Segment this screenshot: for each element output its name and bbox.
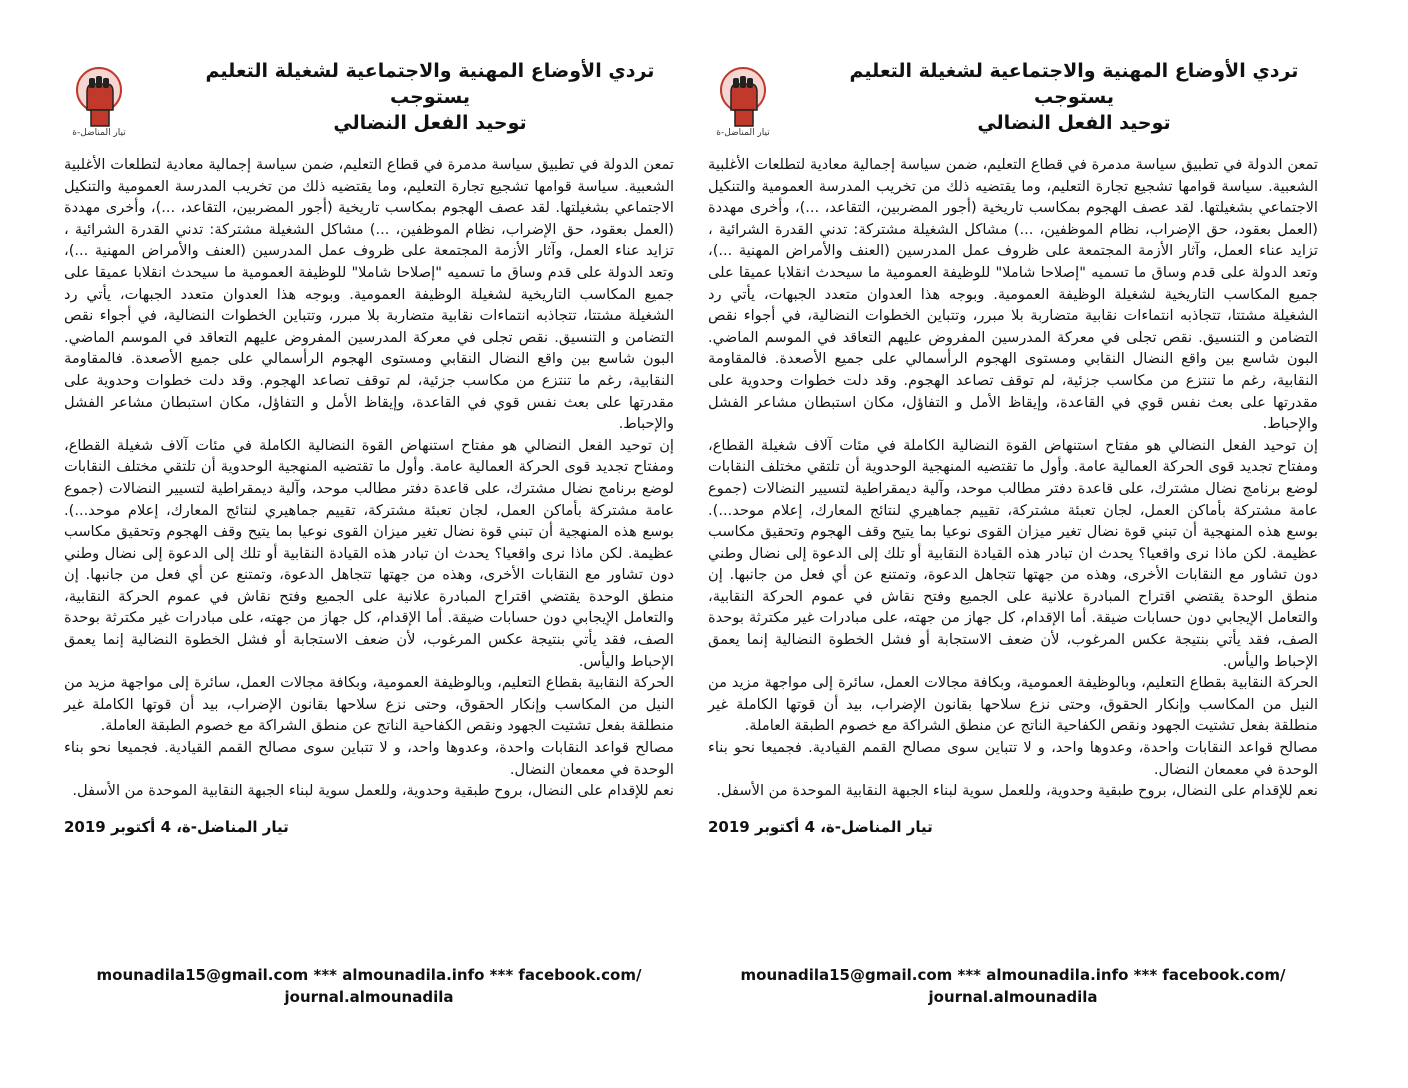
leaflet-body [708, 154, 1318, 838]
raised-fist-logo-icon [73, 66, 125, 128]
leaflet-header [64, 58, 674, 150]
paragraph: نعم للإقدام على النضال، بروح طبقية وحدوية، وللعمل سوية لبناء الجبهة النقابية الموحدة من الأسفل. [716, 782, 1318, 800]
organization-logo [708, 66, 778, 150]
contact-info [64, 964, 674, 1008]
leaflet-copy-right [708, 58, 1318, 1068]
contact-info [708, 964, 1318, 1008]
paragraph: إن توحيد الفعل النضالي هو مفتاح استنهاض القوة النضالية الكاملة في مئات آلاف شغيلة القطاع، ومفتاح تجديد قوى الحركة العمالية عامة. وأول ما تقتضيه المنهجية الوحدوية أن تلتقي مختلف النقابات لوضع برنامج نضال مشترك، على قاعدة دفتر مطالب موحد، وآلية ديمقراطية لتسيير النضالات (جموع عامة مشتركة بأماكن العمل، لجان تعبئة مشتركة، تقييم جماهيري لنتائج المعارك، إعلام موحد...). بوسع هذه المنهجية أن تبني قوة نضال تغير ميزان القوى نوعيا بما يتيح وقف الهجوم وتحقيق مكاسب عظيمة. لكن ماذا نرى واقعيا؟ يحدث ان تبادر هذه القيادة النقابية أو تلك إلى الدعوة إلى نضال وطني دون تشاور مع النقابات الأخرى، وهذه من جهتها تتجاهل الدعوة، وتمتنع عن أي فعل من جانبها. إن منطق الوحدة يقتضي اقتراح المبادرة علانية على الجميع وفتح نقاش في عموم الحركة النقابية، والتعامل الإيجابي دون حسابات ضيقة. أما الإقدام، كل جهاز من جهته، على مبادرات غير مكترثة بوحدة الصف، فقد يأتي بنتيجة عكس المرغوب، لأن ضعف الاستجابة أو فشل الخطوة النضالية إنما يعمق الإحباط واليأس. [64, 436, 674, 670]
leaflet-body [64, 154, 674, 838]
leaflet-copy-left [64, 58, 674, 1068]
title-line-1: تردي الأوضاع المهنية والاجتماعية لشغيلة التعليم يستوجب [849, 60, 1299, 108]
leaflet-title [708, 58, 1318, 136]
paragraph: الحركة النقابية بقطاع التعليم، وبالوظيفة العمومية، وبكافة مجالات العمل، سائرة إلى مواجهة مزيد من النيل من المكاسب وإنكار الحقوق، وحتى نزع سلاحها بقانون الإضراب، بيد أن قوتها الكاملة غير منطلقة بفعل تشتيت الجهود ونقص الكفاحية الناتج عن منطق الشراكة مع خصوم الطبقة العاملة. [64, 674, 674, 735]
logo-caption: تيار المناضل-ة [72, 128, 126, 138]
paragraph: تمعن الدولة في تطبيق سياسة مدمرة في قطاع التعليم، ضمن سياسة إجمالية معادية لتطلعات الأغلبية الشعبية. سياسة قوامها تشجيع تجارة التعليم، وما يقتضيه ذلك من تخريب المدرسة العمومية والتنكيل الاجتماعي بشغيلتها. لقد عصف الهجوم بمكاسب تاريخية (أجور المضربين، التقاعد، ...)، وأخرى مهددة (العمل بعقود، حق الإضراب، نظام الموظفين، ...) مشاكل الشغيلة مشتركة: تدني القدرة الشرائية ، تزايد عناء العمل، وآثار الأزمة المجتمعة على ظروف عمل المدرسين (العنف والأمراض المهنية ...)، وتعد الدولة على قدم وساق ما تسميه "إصلاحا شاملا" للوظيفة العمومية ما سيحدث انقلابا عميقا على جميع المكاسب التاريخية لشغيلة الوظيفة العمومية. وبوجه هذا العدوان متعدد الجبهات، يأتي رد الشغيلة مشتتا، تتجاذبه انتماءات نقابية متضاربة بلا مبرر، وتتباين الخطوات النضالية، في أجواء نقص التضامن و التنسيق. نقص تجلى في معركة المدرسين المفروض عليهم التعاقد في الموسم الماضي. البون شاسع بين واقع النضال النقابي ومستوى الهجوم الرأسمالي على جميع الأصعدة. فالمقاومة النقابية، رغم ما تنتزع من مكاسب جزئية، لم توقف تصاعد الهجوم. وقد دلت خطوات وحدوية على مقدرتها على بعث نفس قوي في القاعدة، وإيقاظ الأمل و التفاؤل، مكان استبطان مشاعر الفشل والإحباط. [64, 156, 674, 433]
paragraph: نعم للإقدام على النضال، بروح طبقية وحدوية، وللعمل سوية لبناء الجبهة النقابية الموحدة من الأسفل. [72, 782, 674, 800]
paragraph: الحركة النقابية بقطاع التعليم، وبالوظيفة العمومية، وبكافة مجالات العمل، سائرة إلى مواجهة مزيد من النيل من المكاسب وإنكار الحقوق، وحتى نزع سلاحها بقانون الإضراب، بيد أن قوتها الكاملة غير منطلقة بفعل تشتيت الجهود ونقص الكفاحية الناتج عن منطق الشراكة مع خصوم الطبقة العاملة. [708, 674, 1318, 735]
contact-line-2: journal.almounadila [928, 988, 1098, 1006]
title-line-2: توحيد الفعل النضالي [333, 112, 527, 134]
paragraph: تمعن الدولة في تطبيق سياسة مدمرة في قطاع التعليم، ضمن سياسة إجمالية معادية لتطلعات الأغلبية الشعبية. سياسة قوامها تشجيع تجارة التعليم، وما يقتضيه ذلك من تخريب المدرسة العمومية والتنكيل الاجتماعي بشغيلتها. لقد عصف الهجوم بمكاسب تاريخية (أجور المضربين، التقاعد، ...)، وأخرى مهددة (العمل بعقود، حق الإضراب، نظام الموظفين، ...) مشاكل الشغيلة مشتركة: تدني القدرة الشرائية ، تزايد عناء العمل، وآثار الأزمة المجتمعة على ظروف عمل المدرسين (العنف والأمراض المهنية ...)، وتعد الدولة على قدم وساق ما تسميه "إصلاحا شاملا" للوظيفة العمومية ما سيحدث انقلابا عميقا على جميع المكاسب التاريخية لشغيلة الوظيفة العمومية. وبوجه هذا العدوان متعدد الجبهات، يأتي رد الشغيلة مشتتا، تتجاذبه انتماءات نقابية متضاربة بلا مبرر، وتتباين الخطوات النضالية، في أجواء نقص التضامن و التنسيق. نقص تجلى في معركة المدرسين المفروض عليهم التعاقد في الموسم الماضي. البون شاسع بين واقع النضال النقابي ومستوى الهجوم الرأسمالي على جميع الأصعدة. فالمقاومة النقابية، رغم ما تنتزع من مكاسب جزئية، لم توقف تصاعد الهجوم. وقد دلت خطوات وحدوية على مقدرتها على بعث نفس قوي في القاعدة، وإيقاظ الأمل و التفاؤل، مكان استبطان مشاعر الفشل والإحباط. [708, 156, 1318, 433]
contact-line-1: mounadila15@gmail.com *** almounadila.info *** facebook.com/ [740, 966, 1286, 984]
paragraph: مصالح قواعد النقابات واحدة، وعدوها واحد، و لا تتباين سوى مصالح القمم القيادية. فجميعا نحو بناء الوحدة في معمعان النضال. [708, 739, 1318, 778]
contact-line-1: mounadila15@gmail.com *** almounadila.info *** facebook.com/ [96, 966, 642, 984]
leaflet-title [64, 58, 674, 136]
signature-date: تيار المناضل-ة، 4 أكتوبر 2019 [708, 817, 933, 836]
logo-caption: تيار المناضل-ة [716, 128, 770, 138]
leaflet-header [708, 58, 1318, 150]
title-line-2: توحيد الفعل النضالي [977, 112, 1171, 134]
organization-logo [64, 66, 134, 150]
contact-line-2: journal.almounadila [284, 988, 454, 1006]
title-line-1: تردي الأوضاع المهنية والاجتماعية لشغيلة التعليم يستوجب [205, 60, 655, 108]
raised-fist-logo-icon [717, 66, 769, 128]
signature-date: تيار المناضل-ة، 4 أكتوبر 2019 [64, 817, 289, 836]
paragraph: إن توحيد الفعل النضالي هو مفتاح استنهاض القوة النضالية الكاملة في مئات آلاف شغيلة القطاع، ومفتاح تجديد قوى الحركة العمالية عامة. وأول ما تقتضيه المنهجية الوحدوية أن تلتقي مختلف النقابات لوضع برنامج نضال مشترك، على قاعدة دفتر مطالب موحد، وآلية ديمقراطية لتسيير النضالات (جموع عامة مشتركة بأماكن العمل، لجان تعبئة مشتركة، تقييم جماهيري لنتائج المعارك، إعلام موحد...). بوسع هذه المنهجية أن تبني قوة نضال تغير ميزان القوى نوعيا بما يتيح وقف الهجوم وتحقيق مكاسب عظيمة. لكن ماذا نرى واقعيا؟ يحدث ان تبادر هذه القيادة النقابية أو تلك إلى الدعوة إلى نضال وطني دون تشاور مع النقابات الأخرى، وهذه من جهتها تتجاهل الدعوة، وتمتنع عن أي فعل من جانبها. إن منطق الوحدة يقتضي اقتراح المبادرة علانية على الجميع وفتح نقاش في عموم الحركة النقابية، والتعامل الإيجابي دون حسابات ضيقة. أما الإقدام، كل جهاز من جهته، على مبادرات غير مكترثة بوحدة الصف، فقد يأتي بنتيجة عكس المرغوب، لأن ضعف الاستجابة أو فشل الخطوة النضالية إنما يعمق الإحباط واليأس. [708, 436, 1318, 670]
paragraph: مصالح قواعد النقابات واحدة، وعدوها واحد، و لا تتباين سوى مصالح القمم القيادية. فجميعا نحو بناء الوحدة في معمعان النضال. [64, 739, 674, 778]
